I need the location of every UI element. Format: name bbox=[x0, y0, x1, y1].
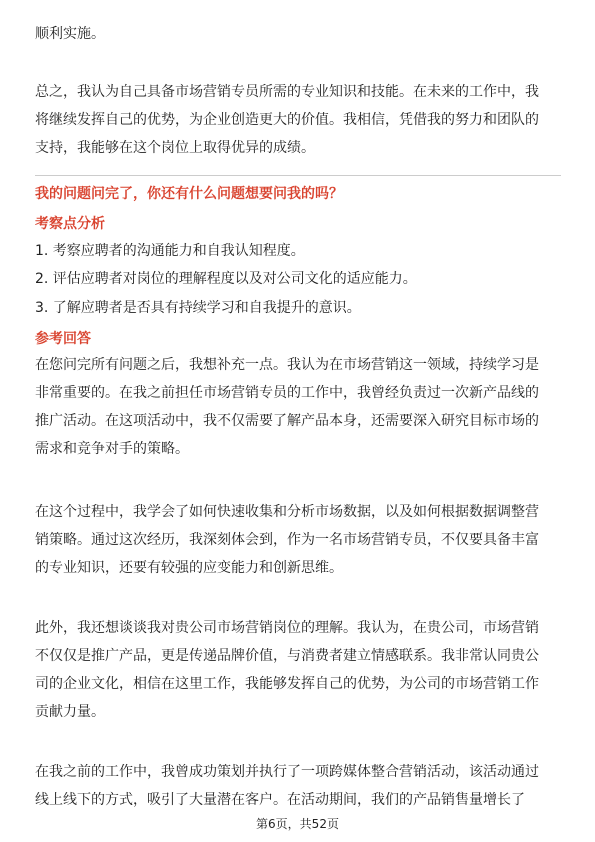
analysis-item: 2. 评估应聘者对岗位的理解程度以及对公司文化的适应能力。 bbox=[35, 271, 417, 287]
text-line: 司的企业文化，相信在这里工作，我能够发挥自己的优势，为公司的市场营销工作 bbox=[35, 676, 539, 692]
text-line: 的专业知识，还要有较强的应变能力和创新思维。 bbox=[35, 560, 343, 576]
text-line: 顺利实施。 bbox=[35, 26, 105, 42]
text-line: 总之，我认为自己具备市场营销专员所需的专业知识和技能。在未来的工作中，我 bbox=[35, 84, 539, 100]
answer-heading: 参考回答 bbox=[35, 331, 91, 347]
text-line: 不仅仅是推广产品，更是传递品牌价值，与消费者建立情感联系。我非常认同贵公 bbox=[35, 648, 539, 664]
answer-paragraph bbox=[35, 758, 561, 814]
text-line: 非常重要的。在我之前担任市场营销专员的工作中，我曾经负责过一次新产品线的 bbox=[35, 385, 539, 401]
answer-paragraph bbox=[35, 614, 561, 726]
answer-paragraph bbox=[35, 498, 561, 582]
analysis-heading: 考察点分析 bbox=[35, 216, 105, 232]
text-line: 支持，我能够在这个岗位上取得优异的成绩。 bbox=[35, 140, 315, 156]
summary-paragraph bbox=[35, 78, 561, 162]
page-number-footer: 第6页，共52页 bbox=[256, 817, 339, 831]
text-line: 贡献力量。 bbox=[35, 704, 105, 720]
text-line: 此外，我还想谈谈我对贵公司市场营销岗位的理解。我认为，在贵公司，市场营销 bbox=[35, 620, 539, 636]
text-line: 需求和竞争对手的策略。 bbox=[35, 441, 189, 457]
answer-paragraph bbox=[35, 351, 561, 463]
analysis-item: 1. 考察应聘者的沟通能力和自我认知程度。 bbox=[35, 243, 305, 259]
section-divider bbox=[35, 175, 561, 176]
text-line: 推广活动。在这项活动中，我不仅需要了解产品本身，还需要深入研究目标市场的 bbox=[35, 413, 539, 429]
intro-tail-paragraph bbox=[35, 20, 561, 48]
text-line: 线上线下的方式，吸引了大量潜在客户。在活动期间，我们的产品销售量增长了 bbox=[35, 792, 525, 808]
analysis-item: 3. 了解应聘者是否具有持续学习和自我提升的意识。 bbox=[35, 300, 361, 316]
text-line: 在您问完所有问题之后，我想补充一点。我认为在市场营销这一领域，持续学习是 bbox=[35, 357, 539, 373]
text-line: 在我之前的工作中，我曾成功策划并执行了一项跨媒体整合营销活动，该活动通过 bbox=[35, 764, 539, 780]
question-heading: 我的问题问完了，你还有什么问题想要问我的吗？ bbox=[35, 186, 343, 202]
text-line: 在这个过程中，我学会了如何快速收集和分析市场数据，以及如何根据数据调整营 bbox=[35, 504, 539, 520]
text-line: 将继续发挥自己的优势，为企业创造更大的价值。我相信，凭借我的努力和团队的 bbox=[35, 112, 539, 128]
text-line: 销策略。通过这次经历，我深刻体会到，作为一名市场营销专员，不仅要具备丰富 bbox=[35, 532, 539, 548]
